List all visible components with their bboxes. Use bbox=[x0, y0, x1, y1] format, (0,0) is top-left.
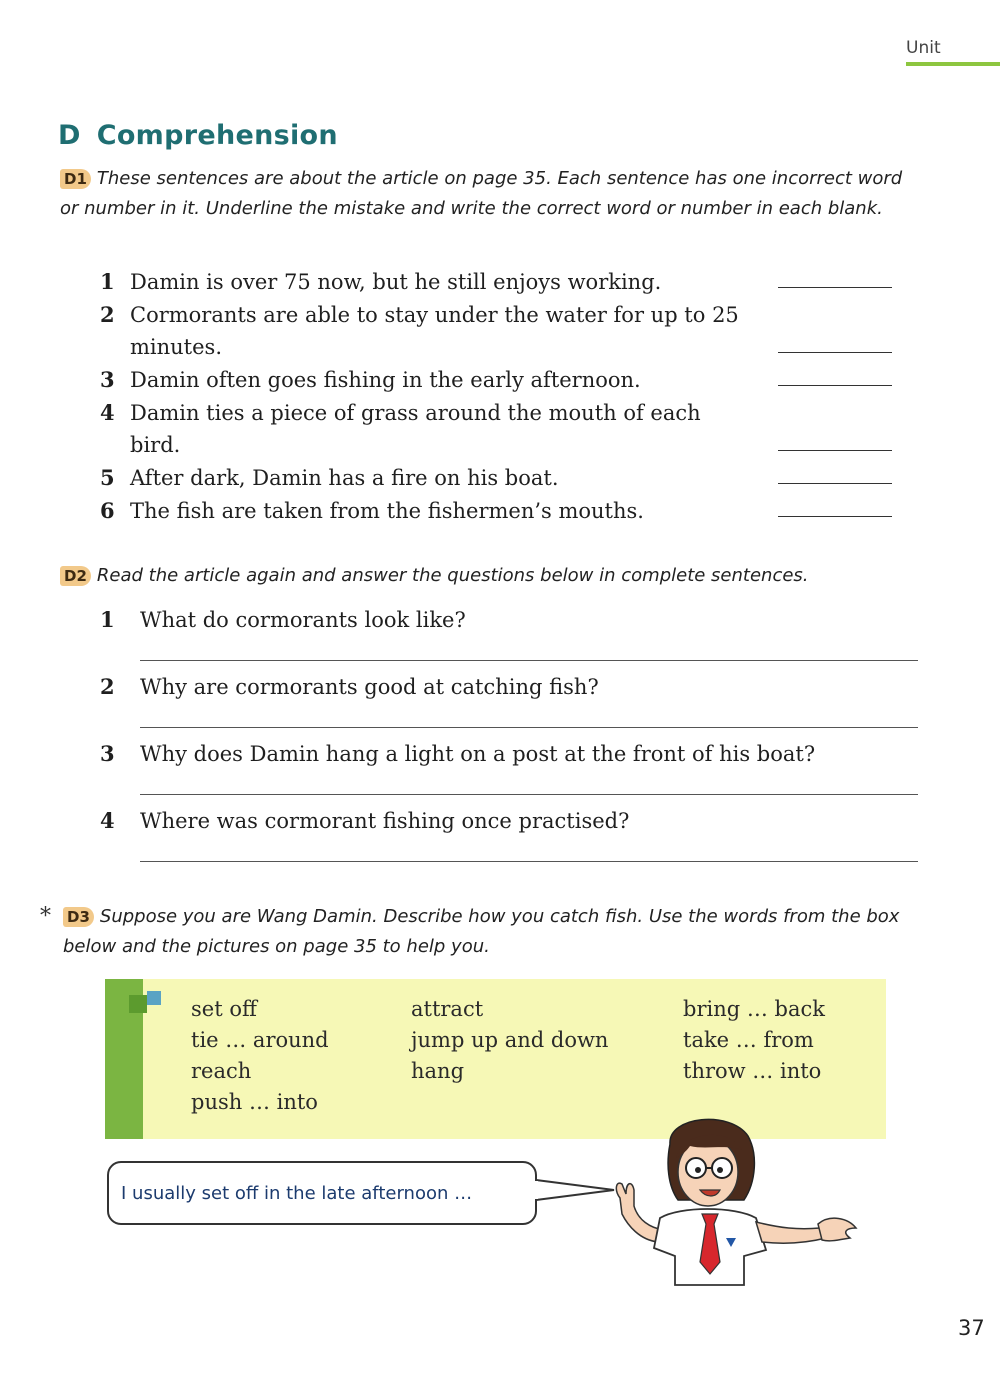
hand-right bbox=[818, 1218, 856, 1241]
item-number: 2 bbox=[100, 674, 115, 699]
question-text: Why are cormorants good at catching fish? bbox=[140, 675, 599, 699]
word-column bbox=[191, 994, 329, 1118]
question-text: Where was cormorant fishing once practised? bbox=[140, 809, 630, 833]
eye-right bbox=[717, 1167, 723, 1173]
student-illustration bbox=[530, 1110, 890, 1290]
answer-line[interactable] bbox=[140, 727, 918, 728]
d1-item bbox=[100, 299, 740, 363]
word-item: bring … back bbox=[683, 997, 825, 1021]
d2-question bbox=[100, 605, 466, 635]
decor-square-icon bbox=[129, 995, 147, 1013]
question-text: Why does Damin hang a light on a post at the front of his boat? bbox=[140, 742, 816, 766]
answer-blank[interactable] bbox=[778, 287, 892, 288]
word-column bbox=[683, 994, 825, 1087]
answer-line[interactable] bbox=[140, 660, 918, 661]
section-letter: D bbox=[58, 120, 81, 151]
answer-blank[interactable] bbox=[778, 450, 892, 451]
answer-blank[interactable] bbox=[778, 516, 892, 517]
item-text: The fish are taken from the fishermen’s mouths. bbox=[130, 499, 644, 523]
d2-question bbox=[100, 739, 815, 769]
d2-tag: D2 bbox=[60, 566, 91, 586]
d1-item bbox=[100, 495, 740, 527]
page-number: 37 bbox=[958, 1316, 985, 1340]
d2-question bbox=[100, 806, 629, 836]
word-item: jump up and down bbox=[411, 1028, 609, 1052]
item-number: 6 bbox=[100, 498, 115, 523]
word-item: throw … into bbox=[683, 1059, 822, 1083]
item-number: 3 bbox=[100, 367, 115, 392]
d1-item bbox=[100, 397, 740, 461]
section-heading bbox=[58, 120, 338, 151]
word-column bbox=[411, 994, 608, 1087]
d2-instruction bbox=[60, 561, 960, 591]
item-number: 3 bbox=[100, 741, 115, 766]
item-number: 2 bbox=[100, 302, 115, 327]
d3-instruction-text: Suppose you are Wang Damin. Describe how you catch fish. Use the words from the box below and the pictures on page 35 to help you. bbox=[63, 906, 900, 957]
unit-bar bbox=[906, 62, 1000, 66]
item-text: Cormorants are able to stay under the water for up to 25 minutes. bbox=[130, 303, 739, 359]
speech-tail-cover bbox=[530, 1181, 538, 1199]
item-text: Damin often goes fishing in the early afternoon. bbox=[130, 368, 641, 392]
d1-item bbox=[100, 266, 740, 298]
speech-bubble bbox=[107, 1161, 537, 1225]
d3-tag: D3 bbox=[63, 907, 94, 927]
word-item: set off bbox=[191, 997, 257, 1021]
word-item: tie … around bbox=[191, 1028, 329, 1052]
item-number: 5 bbox=[100, 465, 115, 490]
arm-right bbox=[756, 1222, 826, 1243]
d1-item bbox=[100, 462, 740, 494]
d1-tag: D1 bbox=[60, 169, 91, 189]
speech-text: I usually set off in the late afternoon … bbox=[121, 1183, 473, 1204]
item-text: Damin is over 75 now, but he still enjoys working. bbox=[130, 270, 662, 294]
answer-blank[interactable] bbox=[778, 483, 892, 484]
optional-asterisk: * bbox=[40, 904, 51, 929]
speech-tail bbox=[536, 1180, 614, 1200]
item-number: 1 bbox=[100, 269, 115, 294]
item-text: After dark, Damin has a fire on his boat. bbox=[130, 466, 559, 490]
d1-item bbox=[100, 364, 740, 396]
answer-line[interactable] bbox=[140, 794, 918, 795]
word-item: take … from bbox=[683, 1028, 814, 1052]
d1-instruction bbox=[60, 164, 910, 224]
word-item: hang bbox=[411, 1059, 465, 1083]
eye-left bbox=[695, 1167, 701, 1173]
answer-blank[interactable] bbox=[778, 352, 892, 353]
word-item: reach bbox=[191, 1059, 252, 1083]
d3-instruction bbox=[63, 902, 923, 962]
answer-line[interactable] bbox=[140, 861, 918, 862]
item-text: Damin ties a piece of grass around the mouth of each bird. bbox=[130, 401, 701, 457]
question-text: What do cormorants look like? bbox=[140, 608, 466, 632]
section-title: Comprehension bbox=[96, 120, 338, 151]
unit-label: Unit bbox=[906, 38, 941, 58]
decor-square-icon bbox=[147, 991, 161, 1005]
item-number: 4 bbox=[100, 808, 115, 833]
item-number: 4 bbox=[100, 400, 115, 425]
item-number: 1 bbox=[100, 607, 115, 632]
d2-question bbox=[100, 672, 599, 702]
word-item: attract bbox=[411, 997, 484, 1021]
d2-instruction-text: Read the article again and answer the questions below in complete sentences. bbox=[96, 565, 809, 586]
word-item: push … into bbox=[191, 1090, 318, 1114]
answer-blank[interactable] bbox=[778, 385, 892, 386]
d1-instruction-text: These sentences are about the article on page 35. Each sentence has one incorrect word or number in it. Underline the mistake and write the correct word or number in each blank. bbox=[60, 168, 903, 219]
